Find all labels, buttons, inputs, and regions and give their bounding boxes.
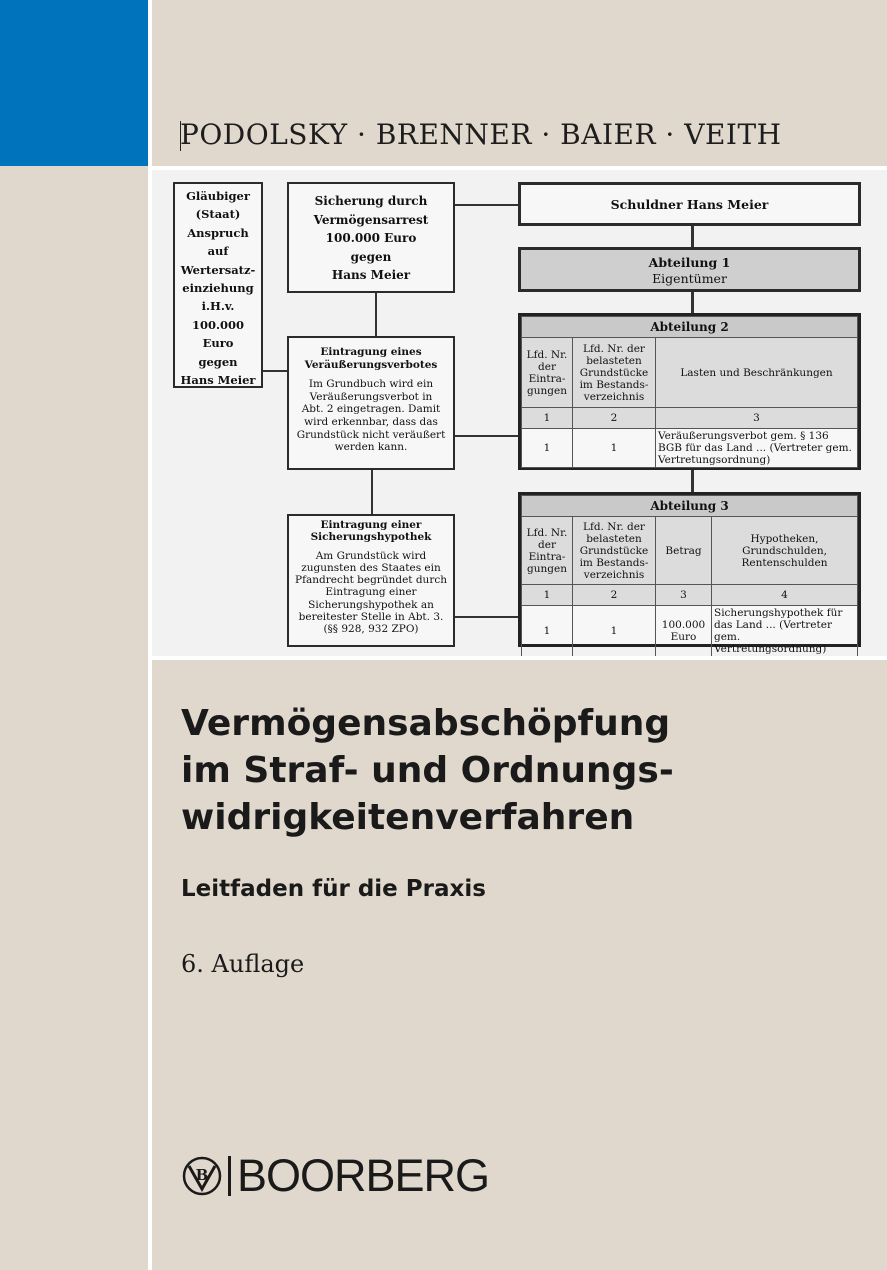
logo-divider [228,1156,231,1196]
boorberg-mark-icon [182,1156,222,1196]
sicherung-line: gegen [350,249,392,264]
abt3-header-cell: Hypotheken, Grundschulden, Rentenschulden [712,517,858,585]
glaeubiger-line: Gläubiger [186,189,250,203]
horizontal-divider-bottom [148,656,887,660]
glaeubiger-line: einziehung [182,281,254,296]
abt3-number-cell: 1 [522,585,573,606]
veraeusserungsverbot-box [287,336,455,470]
abteilung-2-table [518,313,861,470]
glaeubiger-line: (Staat) [195,207,241,222]
abt2-number-cell: 2 [573,408,656,429]
sh-text-line: Am Grundstück wird [315,549,427,562]
vb-text-line: Abt. 2 eingetragen. Damit [301,403,441,416]
connector-line [262,370,288,372]
title-line: im Straf- und Ordnungs- [181,750,674,791]
vb-text-line: wird erkennbar, dass das [304,415,438,428]
sh-text-line: Eintragung einer [325,586,417,599]
glaeubiger-line: gegen [198,354,238,369]
abt3-header-cell: Lfd. Nr. der belasteten Grundstücke im Bestands-verzeichnis [573,517,656,585]
abt3-data-cell: 100.000 Euro [656,606,712,657]
abt3-header-cell: Betrag [656,517,712,585]
sicherung-line: Hans Meier [331,268,411,282]
sicherungshypothek-box [287,514,455,647]
publisher-name: BOORBERG [237,1150,490,1201]
glaeubiger-line: Euro [202,336,234,351]
sicherung-box [287,182,455,293]
abt3-number-cell: 4 [712,585,858,606]
abt1-title: Abteilung 1 [648,255,731,270]
sh-title-line: Sicherungshypothek [310,531,432,544]
vb-text-line: Im Grundbuch wird ein [308,378,434,391]
sh-text-line: zugunsten des Staates ein [301,561,441,574]
glaeubiger-line: 100.000 [191,317,244,332]
abt3-header-cell: Lfd. Nr. der Eintra-gungen [522,517,573,585]
abt2-header-cell: Lasten und Beschränkungen [656,338,858,408]
vb-title-line: Veräußerungsverbotes [304,358,438,371]
book-subtitle: Leitfaden für die Praxis [181,876,486,902]
sicherung-line: Sicherung durch [314,194,428,208]
glaeubiger-line: Anspruch [187,225,249,240]
connector-line [371,468,373,514]
connector-line [454,435,518,437]
abteilung-1-box [518,247,861,292]
connector-line [450,204,518,206]
sh-text-line: bereitester Stelle in Abt. 3. [298,611,444,624]
glaeubiger-box [173,182,263,388]
glaeubiger-line: auf [207,244,229,259]
abteilung-3-table [518,492,861,655]
vb-title-line: Eintragung eines [320,346,422,358]
grundbuch-diagram [152,170,887,656]
connector-line [691,290,694,314]
abt3-data-cell: Sicherungshypothek für das Land ... (Vertreter gem. Vertretungsordnung) [712,606,858,657]
title-line: Vermögensabschöpfung [181,703,671,744]
sh-text-line: Pfandrecht begründet durch [295,574,447,587]
abt2-header-cell: Lfd. Nr. der belasteten Grundstücke im Bestands-verzeichnis [573,338,656,408]
abt2-title: Abteilung 2 [522,317,858,338]
glaeubiger-line: Hans Meier [180,373,256,388]
abt3-data-cell: 1 [522,606,573,657]
blue-corner-block [0,0,148,166]
vb-text-line: Grundstück nicht veräußert [296,428,446,441]
sh-text-line: (§§ 928, 932 ZPO) [323,623,419,636]
abt1-subtitle: Eigentümer [652,271,727,286]
sicherung-line: 100.000 Euro [325,231,417,245]
abt2-data-cell: 1 [573,429,656,468]
vb-text-line: werden kann. [334,441,408,454]
publisher-logo [182,1152,489,1200]
abt2-header-cell: Lfd. Nr. der Eintra-gungen [522,338,573,408]
abt3-title: Abteilung 3 [522,496,858,517]
logo-letter: B [195,1166,209,1184]
title-line: widrigkeitenverfahren [181,797,635,838]
abt3-number-cell: 3 [656,585,712,606]
glaeubiger-line: Wertersatz- [180,262,256,277]
connector-line [454,616,518,618]
connector-line [375,292,377,336]
sh-text-line: Sicherungshypothek an [308,598,434,611]
sh-title-line: Eintragung einer [320,519,422,531]
glaeubiger-line: i.H.v. [201,299,235,314]
edition-label: 6. Auflage [181,950,305,978]
connector-line [691,224,694,248]
authors: PODOLSKY · BRENNER · BAIER · VEITH [180,118,782,151]
abt3-number-cell: 2 [573,585,656,606]
abt2-data-cell: 1 [522,429,573,468]
abt2-number-cell: 1 [522,408,573,429]
abt2-number-cell: 3 [656,408,858,429]
abt3-data-cell: 1 [573,606,656,657]
vb-text-line: Veräußerungsverbot in [309,390,433,403]
connector-line [691,468,694,492]
sicherung-line: Vermögensarrest [313,212,429,227]
schuldner-box: Schuldner Hans Meier [518,182,861,226]
abt2-data-cell: Veräußerungsverbot gem. § 136 BGB für das Land ... (Vertreter gem. Vertretungsordnung) [656,429,858,468]
book-title [181,700,861,841]
